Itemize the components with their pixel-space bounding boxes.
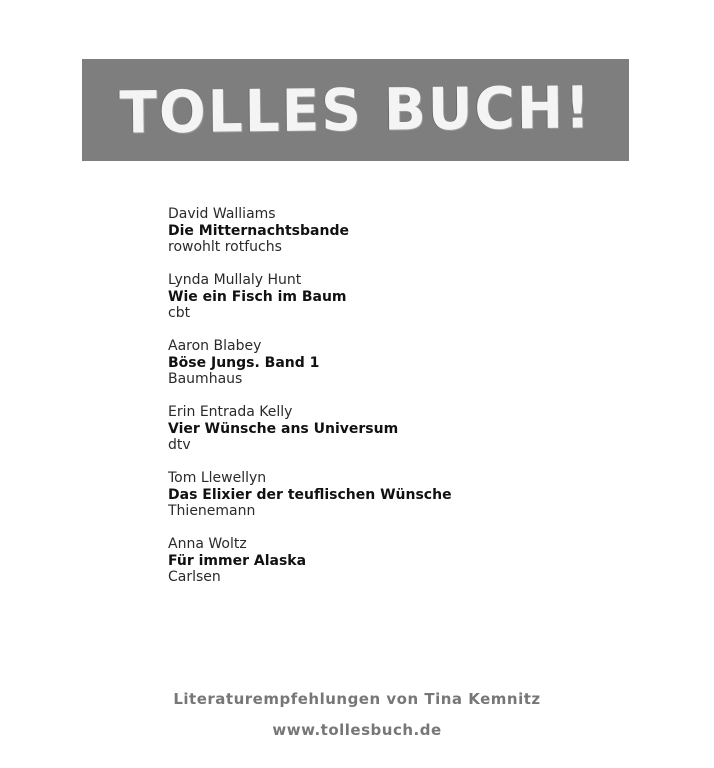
book-title: Das Elixier der teuflischen Wünsche [168,486,452,503]
book-entry [168,404,628,470]
footer-credit: Literaturempfehlungen von Tina Kemnitz [173,690,541,708]
book-title: Für immer Alaska [168,552,307,569]
book-list [168,206,628,602]
book-author: Aaron Blabey [168,338,262,354]
book-publisher: dtv [168,437,191,453]
book-entry [168,206,628,272]
book-title: Wie ein Fisch im Baum [168,288,347,305]
banner-title: TOLLES BUCH! [118,73,593,147]
book-entry [168,470,628,536]
book-entry [168,272,628,338]
book-publisher: Baumhaus [168,371,243,387]
book-author: Anna Woltz [168,536,247,552]
book-title: Böse Jungs. Band 1 [168,354,320,371]
footer-url-link[interactable]: www.tollesbuch.de [272,721,442,739]
book-entry [168,536,628,602]
book-author: David Walliams [168,206,276,222]
book-title: Die Mitternachtsbande [168,222,349,239]
book-publisher: Thienemann [168,503,256,519]
book-author: Lynda Mullaly Hunt [168,272,302,288]
book-publisher: rowohlt rotfuchs [168,239,282,255]
book-publisher: cbt [168,305,191,321]
book-author: Tom Llewellyn [168,470,267,486]
book-author: Erin Entrada Kelly [168,404,293,420]
book-entry [168,338,628,404]
book-publisher: Carlsen [168,569,221,585]
header-banner [82,59,629,161]
book-title: Vier Wünsche ans Universum [168,420,399,437]
